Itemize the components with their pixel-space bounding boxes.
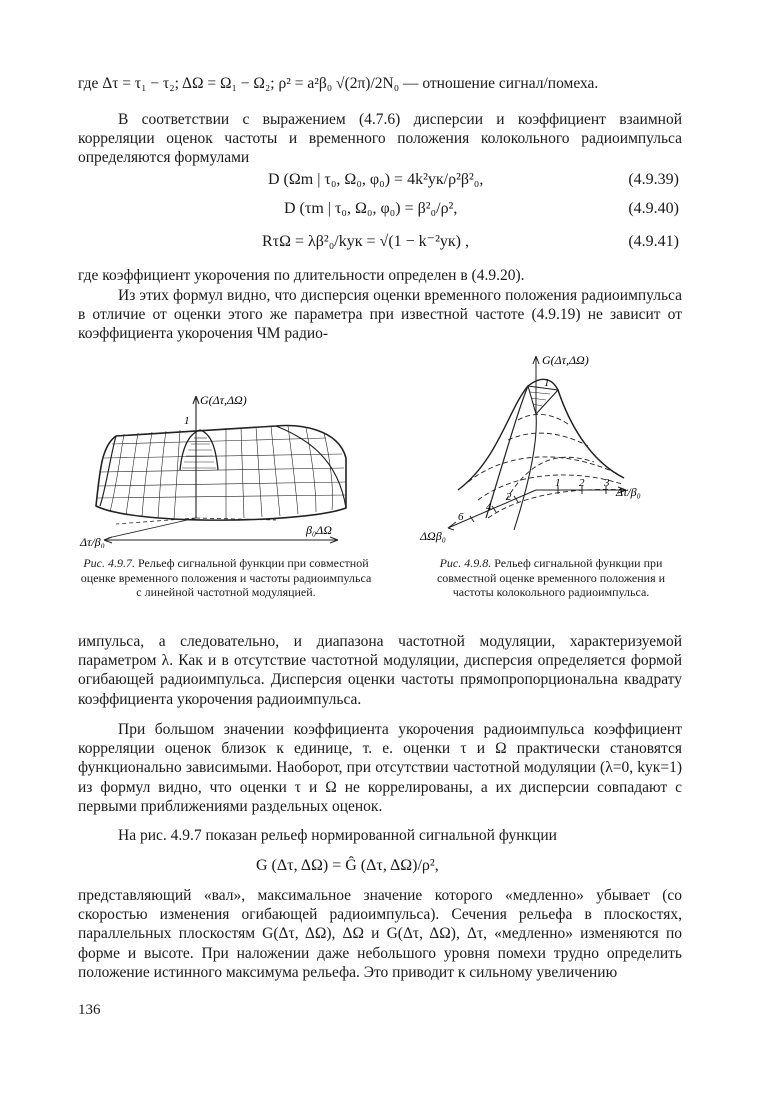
equation-number-4-9-41: (4.9.41) [628,233,679,250]
fig2-tick-y-4: 4 [486,501,492,513]
fig2-caption-label: Рис. 4.9.8. [439,556,492,570]
figure-4-9-8-surface [418,350,688,550]
page-number: 136 [78,1002,101,1018]
fig2-tick-x-1: 1 [555,477,561,489]
paragraph-6: На рис. 4.9.7 показан рельеф нормированной сигнальной функции [118,827,557,844]
intro-line: где Δτ = τ₁ − τ₂; ΔΩ = Ω₁ − Ω₂; ρ² = a²β₀ √(2π)/2N₀ — отношение сигнал/помеха. [78,75,599,92]
paragraph-2: где коэффициент укорочения по длительности определен в (4.9.20). [78,267,525,284]
fig2-axis-z-label: G(Δτ,ΔΩ) [542,353,589,367]
equation-4-9-39: D (Ωm | τ₀, Ω₀, φ₀) = 4k²ук/ρ²β²₀, [268,171,484,188]
paragraph-7: представляющий «вал», максимальное значение которого «медленно» убывает (со скоростью изменения огибающей радиоимпульса). Сечения рельефа в плоскостях, параллельных плоскостям G(Δτ, ΔΩ), ΔΩ и G(Δτ, ΔΩ), Δτ, «медленно» изменяются по форме и высоте. При наложении даже небольшого уровня помехи трудно определить положение истинного максимума рельефа. Это приводит к сильному увеличению [78,887,682,981]
fig2-tick-x-2: 2 [579,477,585,489]
equation-4-9-40: D (τm | τ₀, Ω₀, φ₀) = β²₀/ρ², [284,200,458,217]
fig1-axis-x-label: Δτ/β₀ [80,535,105,548]
fig2-caption-text: Рельеф сигнальной функции при совместной оценке временного положения и частоты колокольного радиоимпульса. [436,556,666,599]
figure-4-9-8-caption [416,556,686,600]
paragraph-5: При большом значении коэффициента укорочения радиоимпульса коэффициент корреляции оценок близок к единице, т. е. оценки τ и Ω практически становятся функционально зависимыми. Наоборот, при отсутствии частотной модуляции (λ=0, kук=1) из формул видно, что оценки τ и Ω не коррелированы, а их дисперсии совпадают с первыми приближениями раздельных оценок. [78,721,682,815]
fig1-caption-label: Рис. 4.9.7. [83,556,135,570]
fig2-axis-x-label: Δτ/β₀ [616,485,641,499]
paragraph-3: Из этих формул видно, что дисперсия оценки временного положения радиоимпульса в отличие от оценки этого же параметра при известной частоте (4.9.19) не зависит от коэффициента укорочения ЧМ радио- [78,287,682,343]
equation-4-9-41: RτΩ = λβ²₀/kук = √(1 − k⁻²ук) , [262,233,470,250]
paragraph-1: В соответствии с выражением (4.7.6) дисперсии и коэффициент взаимной корреляции оценок частоты и временного положения колокольного радиоимпульса определяются формулами [78,111,682,167]
equation-number-4-9-39: (4.9.39) [628,171,679,188]
fig2-peak-label: 1 [544,377,550,389]
equation-g-normalized: G (Δτ, ΔΩ) = Ĝ (Δτ, ΔΩ)/ρ², [256,857,439,874]
figure-4-9-7-caption [80,556,372,600]
figure-4-9-7-surface [76,388,366,548]
paragraph-4: импульса, а следовательно, и диапазона частотной модуляции, характеризуемой параметром λ. Как и в отсутствие частотной модуляции, дисперсия определяется формой огибающей радиоимпульса. Дисперсия оценки частоты прямопропорциональна квадрату коэффициента укорочения радиоимпульса. [78,633,682,708]
fig2-tick-y-2: 2 [506,491,512,503]
fig1-axis-z-label: G(Δτ,ΔΩ) [200,393,247,407]
fig2-tick-x-3: 3 [604,477,610,489]
equation-number-4-9-40: (4.9.40) [628,200,679,217]
fig2-axis-y-label: ΔΩβ₀ [420,529,446,543]
fig1-peak-label: 1 [184,415,190,427]
fig2-tick-y-6: 6 [458,511,464,523]
fig1-caption-text: Рельеф сигнальной функции при совместной оценке временного положения и частоты радиоимпульса с линейной частотной модуляцией. [80,556,372,599]
fig1-axis-y-label: β₀ΔΩ [306,523,332,537]
